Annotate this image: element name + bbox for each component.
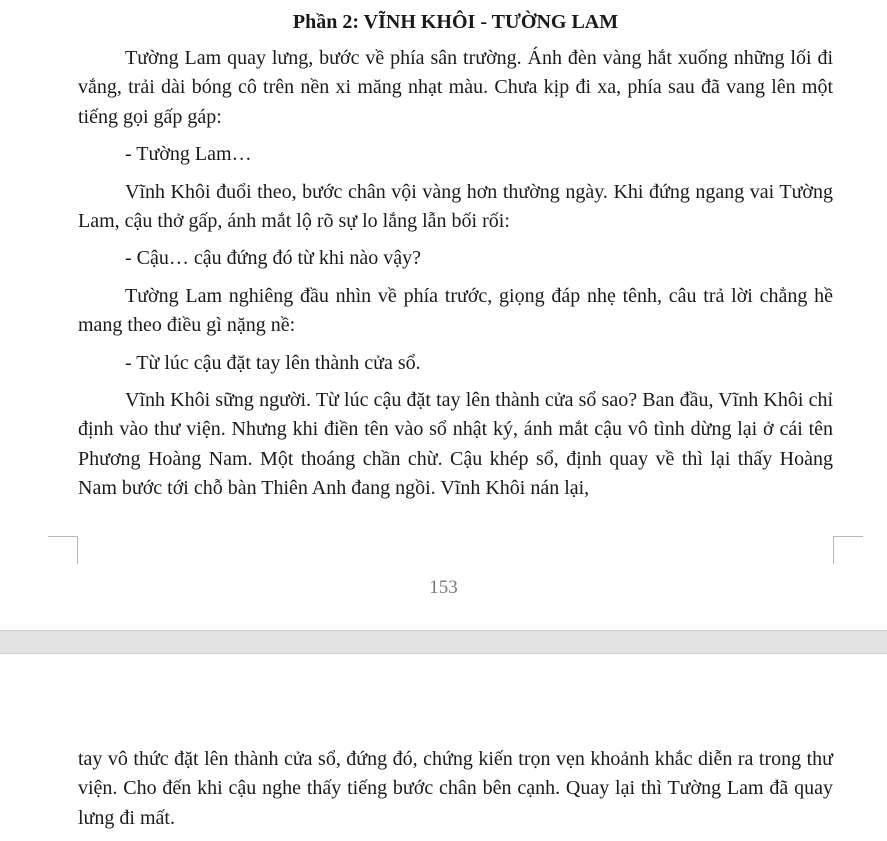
margin-corner-mark-bottom-right bbox=[833, 536, 863, 564]
margin-corner-mark-bottom-left bbox=[48, 536, 78, 564]
dialogue-line: - Từ lúc cậu đặt tay lên thành cửa sổ. bbox=[125, 351, 421, 374]
next-page-body-text bbox=[78, 745, 833, 841]
paragraph: Tường Lam quay lưng, bước về phía sân trường. Ánh đèn vàng hắt xuống những lối đi vắng, trải dài bóng cô trên nền xi măng nhạt màu. Chưa kịp đi xa, phía sau đã vang lên một tiếng gọi gấp gáp: bbox=[78, 47, 833, 128]
paragraph: Vĩnh Khôi sững người. Từ lúc cậu đặt tay lên thành cửa sổ sao? Ban đầu, Vĩnh Khôi chỉ định vào thư viện. Nhưng khi điền tên vào sổ nhật ký, ánh mắt cậu vô tình dừng lại ở cái tên Phương Hoàng Nam. Một thoáng chần chừ. Cậu khép sổ, định quay về thì lại thấy Hoàng Nam bước tới chỗ bàn Thiên Anh đang ngồi. Vĩnh Khôi nán lại, bbox=[78, 389, 833, 500]
chapter-title: Phần 2: VĨNH KHÔI - TƯỜNG LAM bbox=[292, 11, 619, 33]
paragraph: tay vô thức đặt lên thành cửa sổ, đứng đó, chứng kiến trọn vẹn khoảnh khắc diễn ra trong thư viện. Cho đến khi cậu nghe thấy tiếng bước chân bên cạnh. Quay lại thì Tường Lam đã quay lưng đi mất. bbox=[78, 748, 833, 829]
dialogue-line: - Cậu… cậu đứng đó từ khi nào vậy? bbox=[125, 247, 422, 270]
page-body-text bbox=[78, 44, 833, 512]
paragraph: Vĩnh Khôi đuổi theo, bước chân vội vàng hơn thường ngày. Khi đứng ngang vai Tường Lam, cậu thở gấp, ánh mắt lộ rõ sự lo lắng lẫn bối rối: bbox=[78, 180, 833, 233]
page-number: 153 bbox=[429, 577, 458, 598]
paragraph: Tường Lam nghiêng đầu nhìn về phía trước, giọng đáp nhẹ tênh, câu trả lời chẳng hề mang theo điều gì nặng nề: bbox=[78, 284, 833, 337]
dialogue-line: - Tường Lam… bbox=[125, 143, 252, 166]
page-separator bbox=[0, 630, 887, 654]
